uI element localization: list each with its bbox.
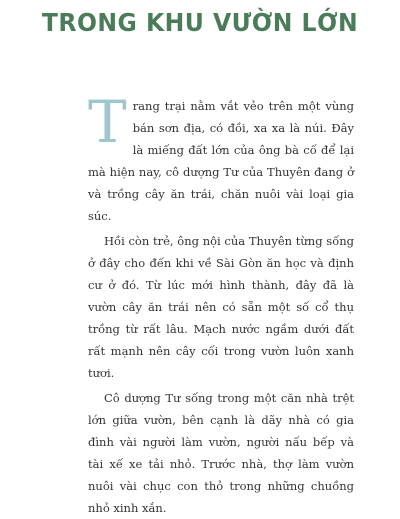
- paragraph-2: Hồi còn trẻ, ông nội của Thuyên từng sống ở đây cho đến khi về Sài Gòn ăn học và định cư ở đó. Từ lúc mới hình thành, đây đã là vườn cây ăn trái nên có sẵn một số cổ thụ trồng từ rất lâu. Mạch nước ngầm dưới đất rất mạnh nên cây cối trong vườn luôn xanh tươi.: [88, 234, 354, 380]
- chapter-body: [88, 88, 354, 519]
- drop-cap-letter: T: [88, 88, 127, 156]
- chapter-title: TRONG KHU VƯỜN LỚN: [41, 8, 359, 37]
- paragraph-1: [88, 88, 354, 227]
- paragraph-3: Cô dượng Tư sống trong một căn nhà trệt lớn giữa vườn, bên cạnh là dãy nhà có gia đình vài người làm vườn, người nấu bếp và tài xế xe tải nhỏ. Trước nhà, thợ làm vườn nuôi vài chục con thỏ trong những chuồng nhỏ xinh xắn.: [88, 391, 354, 515]
- paragraph-1-text: rang trại nằm vắt vẻo trên một vùng bán sơn địa, có đồi, xa xa là núi. Đây là miếng đất lớn của ông bà cố để lại mà hiện nay, cô dượng Tư của Thuyên đang ở và trồng cây ăn trái, chăn nuôi vài loại gia súc.: [88, 99, 354, 223]
